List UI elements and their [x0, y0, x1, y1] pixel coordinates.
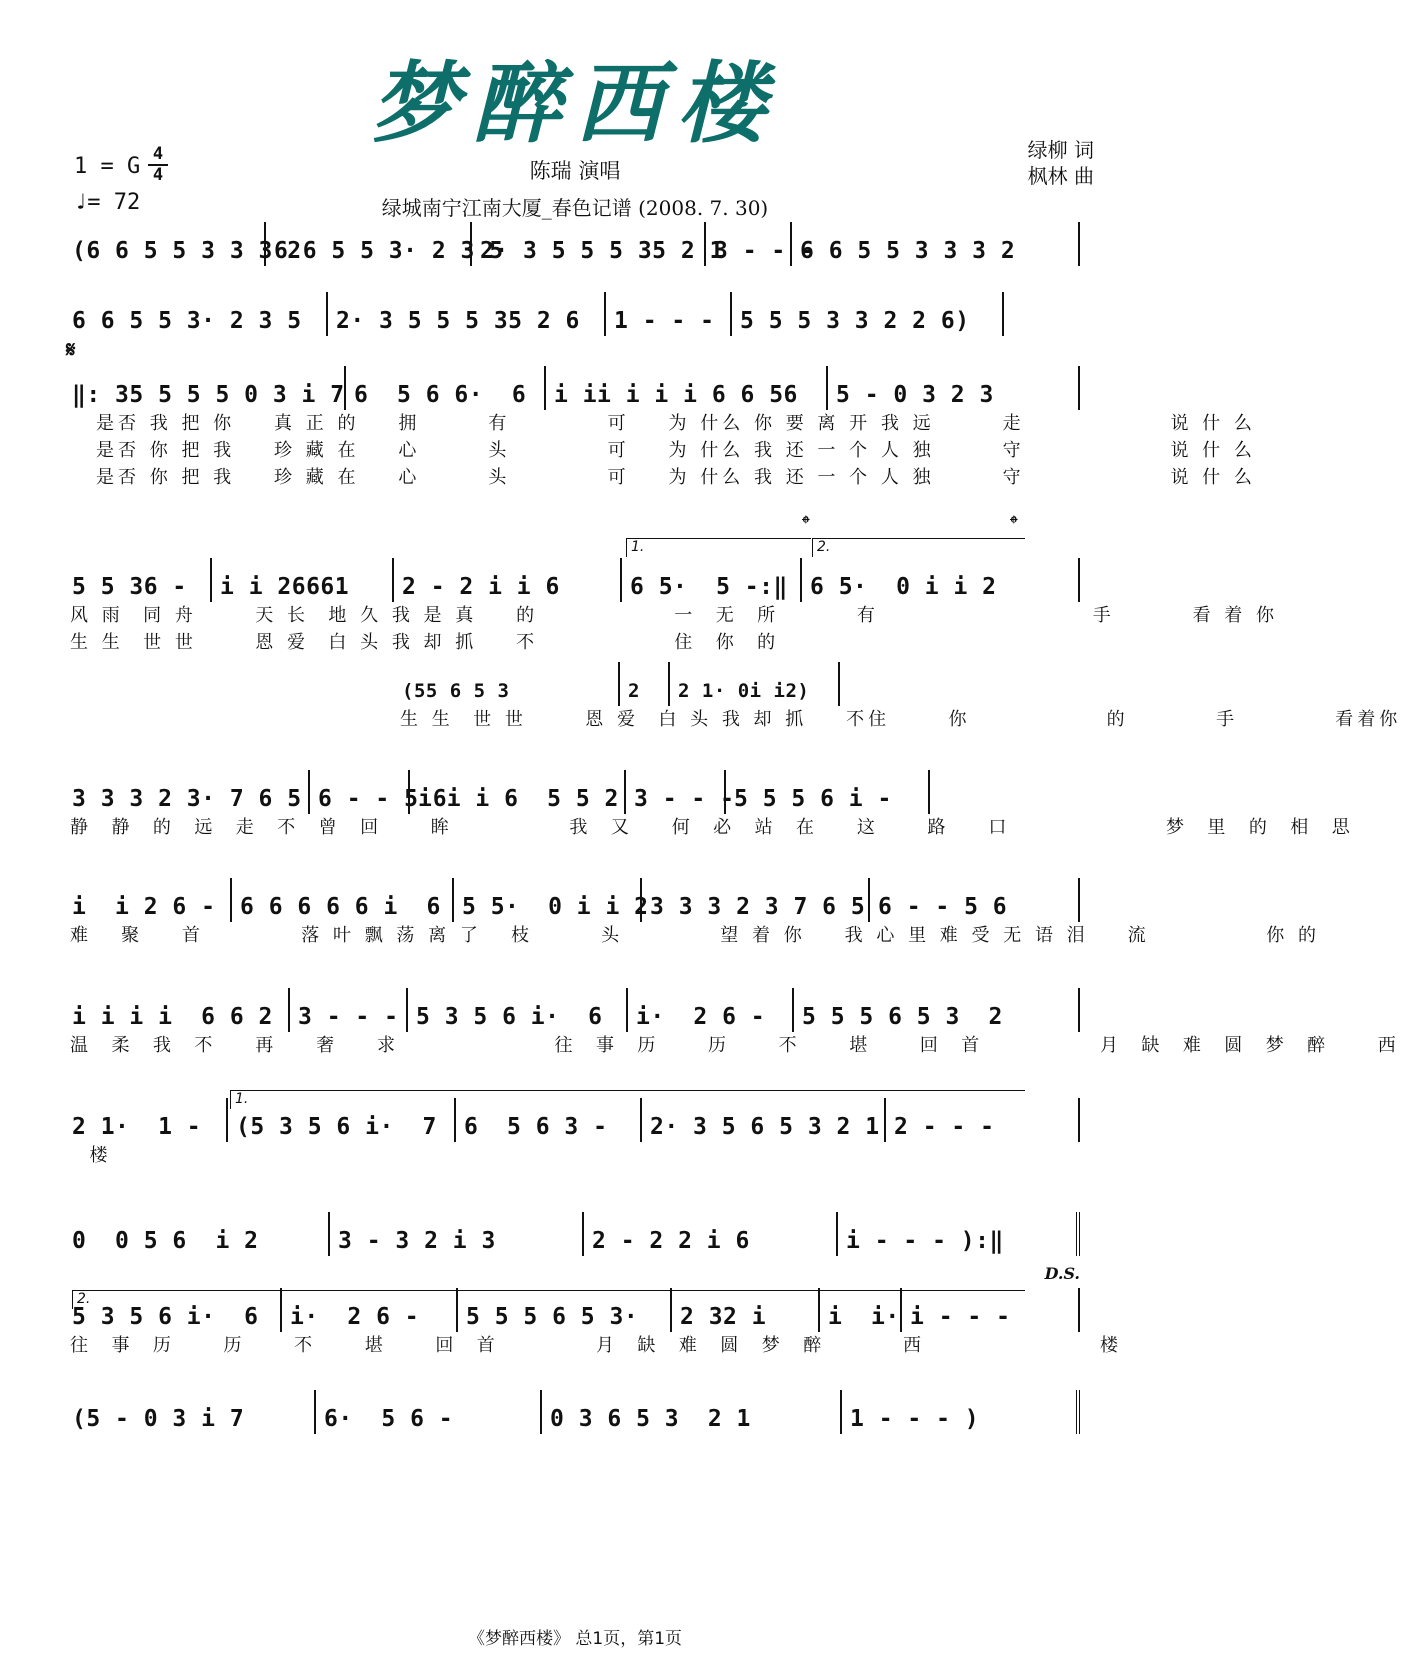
key-signature: 1 = G [74, 154, 141, 179]
measure-notes: 0 3 6 5 3 2 1 [550, 1406, 751, 1432]
measure [330, 1212, 584, 1256]
ds-mark: D.S. [1044, 1264, 1080, 1283]
measure-notes: (55 6 5 3 [402, 680, 510, 702]
measure-notes: 6 5· 0 i i 2 [810, 574, 997, 600]
measure-notes: 2 - 2 2 i 6 [592, 1228, 750, 1254]
score-system [70, 222, 1080, 266]
measure-notes: i i 26661 [220, 574, 350, 600]
measure-notes: 3 3 3 2 3· 7 6 5 [72, 786, 302, 812]
measure [400, 662, 620, 706]
notation-line [70, 988, 1400, 1032]
measure-notes: 2 1· 1 - [72, 1114, 202, 1140]
measure-notes: 2 - - - [894, 1114, 995, 1140]
measure [472, 222, 724, 266]
measure-notes: i ii i i i 6 6 56 [554, 382, 798, 408]
measure-notes: i - - - ):‖ [846, 1228, 1004, 1254]
measure [290, 988, 408, 1032]
measure-notes: 3 3 3 2 3 7 6 5 [650, 894, 866, 920]
measure-notes: 6 6 6 6 6 i 6 [240, 894, 441, 920]
measure [70, 878, 232, 922]
measure-notes: 6· 5 6 - [324, 1406, 454, 1432]
measure [316, 1390, 542, 1434]
measure [726, 770, 930, 814]
lyric-line: 生 生 世 世 恩 爱 白 头 我 却 抓 不 住 你 的 [70, 632, 780, 653]
measure-notes: i i i 6 5 5 2 [418, 786, 619, 812]
measure [266, 222, 504, 266]
measure [310, 770, 448, 814]
measure-notes: 2 1· 0i i2) [678, 680, 810, 702]
measure [706, 222, 815, 266]
measure [642, 878, 870, 922]
measure [542, 1390, 842, 1434]
measure [546, 366, 828, 410]
measure-notes: 6 - - 5 6 [318, 786, 448, 812]
measure [626, 770, 735, 814]
measure-notes: 6 5 6 3 - [464, 1114, 608, 1140]
measure-notes: 3 - 3 2 i 3 [338, 1228, 496, 1254]
lyric-line: 生 生 世 世 恩 爱 白 头 我 却 抓 不住 你 的 手 看着你 [400, 709, 1401, 730]
measure [394, 558, 622, 602]
measure-notes: 5 5 36 - [72, 574, 187, 600]
lyric-line: 往 事 历 历 不 堪 回 首 月 缺 难 圆 梦 醉 西 楼 [70, 1335, 1122, 1356]
measure [606, 292, 732, 336]
measure-notes: 5 5 5 6 5 3 2 [802, 1004, 1003, 1030]
measure-notes: i· 2 6 - [290, 1304, 420, 1330]
measure [794, 988, 1080, 1032]
measure-notes: i i 2 6 - [72, 894, 216, 920]
measure-notes: 6 5· 5 -:‖ [630, 574, 788, 600]
lyricist-credit: 绿柳 词 [1027, 138, 1094, 162]
notation-line [70, 1212, 1080, 1256]
measure [328, 292, 606, 336]
measure [212, 558, 394, 602]
notation-line [70, 222, 1080, 266]
measure-notes: 1 - - - ) [850, 1406, 980, 1432]
measure-notes: 3 - - - [714, 238, 815, 264]
measure [628, 988, 794, 1032]
measure-notes: (5 - 0 3 i 7 [72, 1406, 245, 1432]
score-system [70, 878, 1320, 949]
singer-credit: 陈瑞 演唱 [529, 159, 621, 183]
ending-1-bracket: 1. [230, 1090, 1025, 1109]
measure-notes: 5 5 5 6 i - [734, 786, 892, 812]
composer-credit: 枫林 曲 [1027, 164, 1094, 188]
lyric-line: 静 静 的 远 走 不 曾 回 眸 我 又 何 必 站 在 这 路 口 梦 里 的 相 思 [70, 817, 1354, 838]
measure [70, 222, 302, 266]
notation-line [70, 770, 1354, 814]
notation-line [400, 662, 1401, 706]
measure [410, 770, 626, 814]
measure-notes: 2 32 i [680, 1304, 767, 1330]
ending-2-bracket: 2. [812, 538, 1025, 557]
score-system [70, 366, 1256, 491]
measure-notes: 5 3 5 6 i· 6 [416, 1004, 603, 1030]
score-system [70, 770, 1354, 841]
measure [70, 558, 212, 602]
measure-notes: 2 - 2 i i 6 [402, 574, 560, 600]
measure-notes: i i· [828, 1304, 900, 1330]
measure-notes: i· 2 6 - [636, 1004, 766, 1030]
measure-notes: 6 - - 5 6 [878, 894, 1008, 920]
score-system [70, 1390, 1080, 1434]
measure [622, 558, 802, 602]
notation-line [70, 366, 1256, 410]
measure-notes: 0 0 5 6 i 2 [72, 1228, 259, 1254]
score-system [400, 662, 1401, 733]
segno-mark: 𝄋 [66, 338, 76, 363]
lyric-line: 是否 你 把 我 珍 藏 在 心 头 可 为 什么 我 还 一 个 人 独 守 说 什 么 [96, 440, 1256, 461]
measure-notes: ‖: 35 5 5 5 0 3 i 7 [72, 382, 345, 408]
tempo-marking: ♩= 72 [74, 190, 141, 215]
measure [70, 1212, 330, 1256]
measure-notes: i i i i 6 6 2 [72, 1004, 273, 1030]
lyric-line: 楼 [70, 1145, 112, 1166]
measure-notes: 3 - - - [298, 1004, 399, 1030]
lyric-line: 难 聚 首 落 叶 飘 荡 离 了 枝 头 望 着 你 我 心 里 难 受 无 语 泪 流 你 的 [70, 925, 1320, 946]
measure-notes: 2· 3 5 6 5 3 2 1 [650, 1114, 880, 1140]
measure [346, 366, 546, 410]
measure-notes: 2 [628, 680, 640, 702]
coda-mark: 𝄌 [1010, 512, 1018, 537]
score-system [70, 1212, 1080, 1256]
notation-line [70, 1390, 1080, 1434]
measure-notes: i - - - [910, 1304, 1011, 1330]
measure-notes: 5 5 5 3 3 2 2 6) [740, 308, 970, 334]
measure [870, 878, 1080, 922]
notation-line [70, 558, 1278, 602]
measure [70, 988, 290, 1032]
measure-notes: 3 - - - [634, 786, 735, 812]
coda-mark: 𝄌 [802, 512, 810, 537]
measure [670, 662, 840, 706]
measure [70, 770, 310, 814]
measure [792, 222, 1080, 266]
ending-2-bracket: 2. [72, 1290, 1025, 1309]
time-signature-top: 4 [152, 144, 164, 164]
measure [70, 292, 328, 336]
measure-notes: 6 6 5 5 3 3 3 2 [800, 238, 1016, 264]
measure-notes: (5 3 5 6 i· 7 [236, 1114, 437, 1140]
measure [70, 1390, 316, 1434]
measure [70, 1098, 228, 1142]
lyric-line: 是否 你 把 我 珍 藏 在 心 头 可 为 什么 我 还 一 个 人 独 守 说 什 么 [96, 467, 1256, 488]
measure-notes: (6 6 5 5 3 3 3 2 [72, 238, 302, 264]
lyric-line: 是否 我 把 你 真 正 的 拥 有 可 为 什么 你 要 离 开 我 远 走 说 什 么 [96, 413, 1256, 434]
score-system [70, 988, 1400, 1059]
measure-notes: 2· 3 5 5 5 35 2 1 [480, 238, 724, 264]
measure [732, 292, 1004, 336]
measure [828, 366, 1080, 410]
measure [408, 988, 628, 1032]
notation-line [70, 878, 1320, 922]
transcriber-credit: 绿城南宁江南大厦_春色记谱 (2008. 7. 30) [381, 196, 769, 220]
measure-notes: 6 5 6 6· 6 [354, 382, 527, 408]
time-signature-bottom: 4 [152, 165, 164, 185]
song-title: 梦醉西楼 [370, 51, 779, 155]
measure [232, 878, 454, 922]
lyric-line: 风 雨 同 舟 天 长 地 久 我 是 真 的 一 无 所 有 手 看 着 你 [70, 605, 1279, 626]
page-footer: 《梦醉西楼》 总1页，第1页 [467, 1629, 683, 1649]
score-system [70, 292, 1004, 336]
measure [70, 366, 346, 410]
measure-notes: 2· 3 5 5 5 35 2 6 [336, 308, 580, 334]
measure-notes: 6 6 5 5 3· 2 3 5 [274, 238, 504, 264]
ending-1-bracket: 1. [626, 538, 811, 557]
measure [842, 1390, 1080, 1434]
measure-notes: 6 6 5 5 3· 2 3 5 [72, 308, 302, 334]
measure [838, 1212, 1080, 1256]
notation-line [70, 292, 1004, 336]
measure-notes: 5 5 5 6 5 3· [466, 1304, 639, 1330]
score-system [70, 558, 1278, 656]
measure [802, 558, 1080, 602]
lyric-line: 温 柔 我 不 再 奢 求 往 事 历 历 不 堪 回 首 月 缺 难 圆 梦 醉 西 [70, 1035, 1400, 1056]
measure-notes: 5 5· 0 i i 2 [462, 894, 649, 920]
measure-notes: 5 3 5 6 i· 6 [72, 1304, 259, 1330]
measure [584, 1212, 838, 1256]
measure [620, 662, 670, 706]
measure-notes: 1 - - - [614, 308, 715, 334]
measure-notes: 5 - 0 3 2 3 [836, 382, 994, 408]
measure [454, 878, 649, 922]
